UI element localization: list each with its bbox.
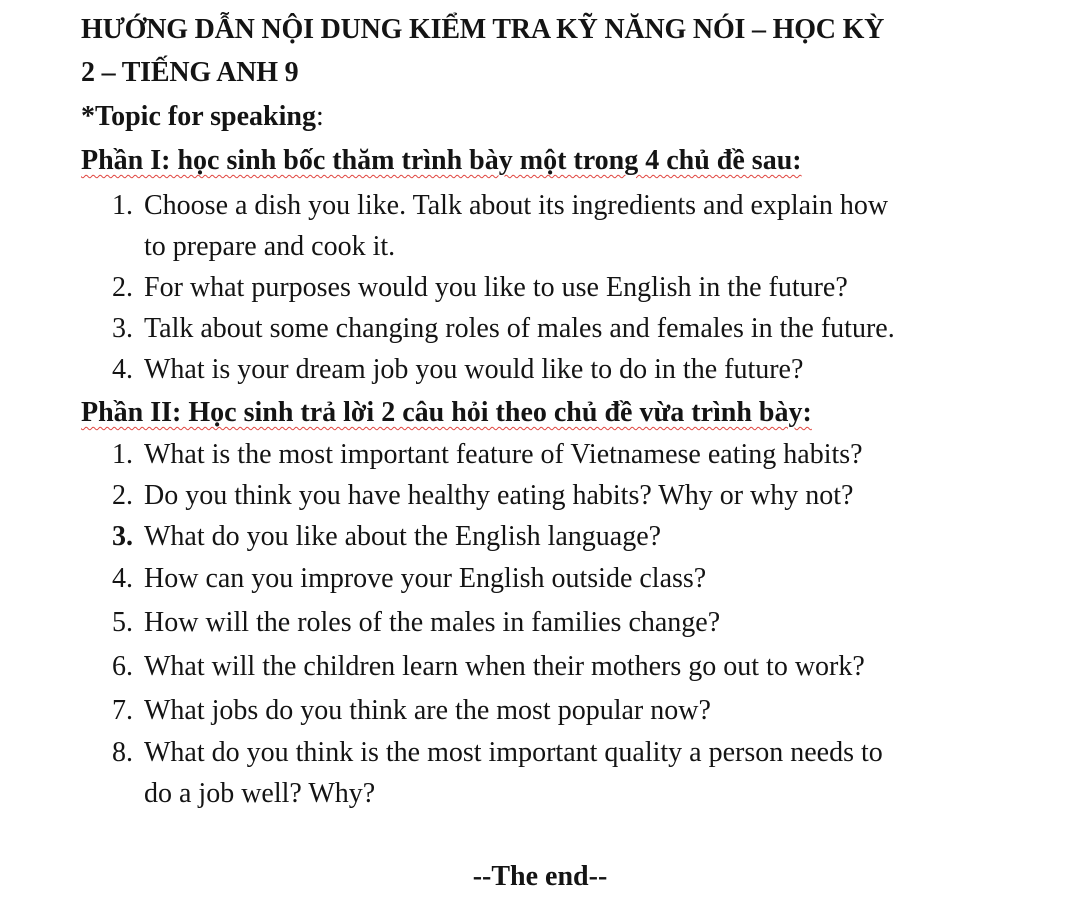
topic-colon: : <box>315 101 324 132</box>
topic-heading <box>81 101 324 133</box>
part2-item-8 <box>112 737 883 769</box>
part2-item-8-continued: do a job well? Why? <box>144 778 376 809</box>
list-number: 1. <box>112 190 133 221</box>
list-number: 6. <box>112 651 133 682</box>
part1-item-4 <box>112 354 803 386</box>
list-item-text: What jobs do you think are the most popular now? <box>144 695 711 726</box>
list-item-text: Talk about some changing roles of males and females in the future. <box>144 313 895 344</box>
list-number: 8. <box>112 737 133 768</box>
list-item-text: What is the most important feature of Vietnamese eating habits? <box>144 439 863 470</box>
topic-label: *Topic for speaking <box>81 101 316 132</box>
part2-item-4 <box>112 563 706 595</box>
list-number: 4. <box>112 563 133 594</box>
part1-heading-text: Phần I: học sinh bốc thăm trình bày một trong 4 chủ đề sau: <box>81 145 802 176</box>
list-number: 7. <box>112 695 133 726</box>
list-number: 1. <box>112 439 133 470</box>
list-item-text: What do you like about the English language? <box>144 521 662 552</box>
list-number: 2. <box>112 480 133 511</box>
part2-item-2 <box>112 480 853 512</box>
list-item-text: What will the children learn when their mothers go out to work? <box>144 651 865 682</box>
list-number: 3. <box>112 313 133 344</box>
part2-item-1 <box>112 439 863 471</box>
part2-item-3 <box>112 521 661 553</box>
list-item-text: Do you think you have healthy eating habits? Why or why not? <box>144 480 854 511</box>
part1-item-3 <box>112 313 895 345</box>
part1-item-2 <box>112 272 848 304</box>
list-item-text: How can you improve your English outside class? <box>144 563 707 594</box>
list-number: 4. <box>112 354 133 385</box>
list-item-text: How will the roles of the males in families change? <box>144 607 721 638</box>
list-number: 3. <box>112 521 133 552</box>
part2-item-5 <box>112 607 720 639</box>
part1-item-1 <box>112 190 888 222</box>
part1-heading <box>81 145 802 177</box>
list-item-text: For what purposes would you like to use English in the future? <box>144 272 848 303</box>
document-title-line-1: HƯỚNG DẪN NỘI DUNG KIỂM TRA KỸ NĂNG NÓI – HỌC KỲ <box>81 14 885 45</box>
list-number: 5. <box>112 607 133 638</box>
part2-item-7 <box>112 695 711 727</box>
part2-heading <box>81 397 812 429</box>
part2-heading-text: Phần II: Học sinh trả lời 2 câu hỏi theo chủ đề vừa trình bày: <box>81 397 812 428</box>
list-number: 2. <box>112 272 133 303</box>
list-item-text: Choose a dish you like. Talk about its ingredients and explain how <box>144 190 889 221</box>
the-end-footer: --The end-- <box>472 861 608 892</box>
part2-item-6 <box>112 651 865 683</box>
part1-item-1-continued: to prepare and cook it. <box>144 231 396 262</box>
list-item-text: What is your dream job you would like to do in the future? <box>144 354 804 385</box>
list-item-text: What do you think is the most important quality a person needs to <box>144 737 883 768</box>
document-title-line-2: 2 – TIẾNG ANH 9 <box>81 57 299 88</box>
